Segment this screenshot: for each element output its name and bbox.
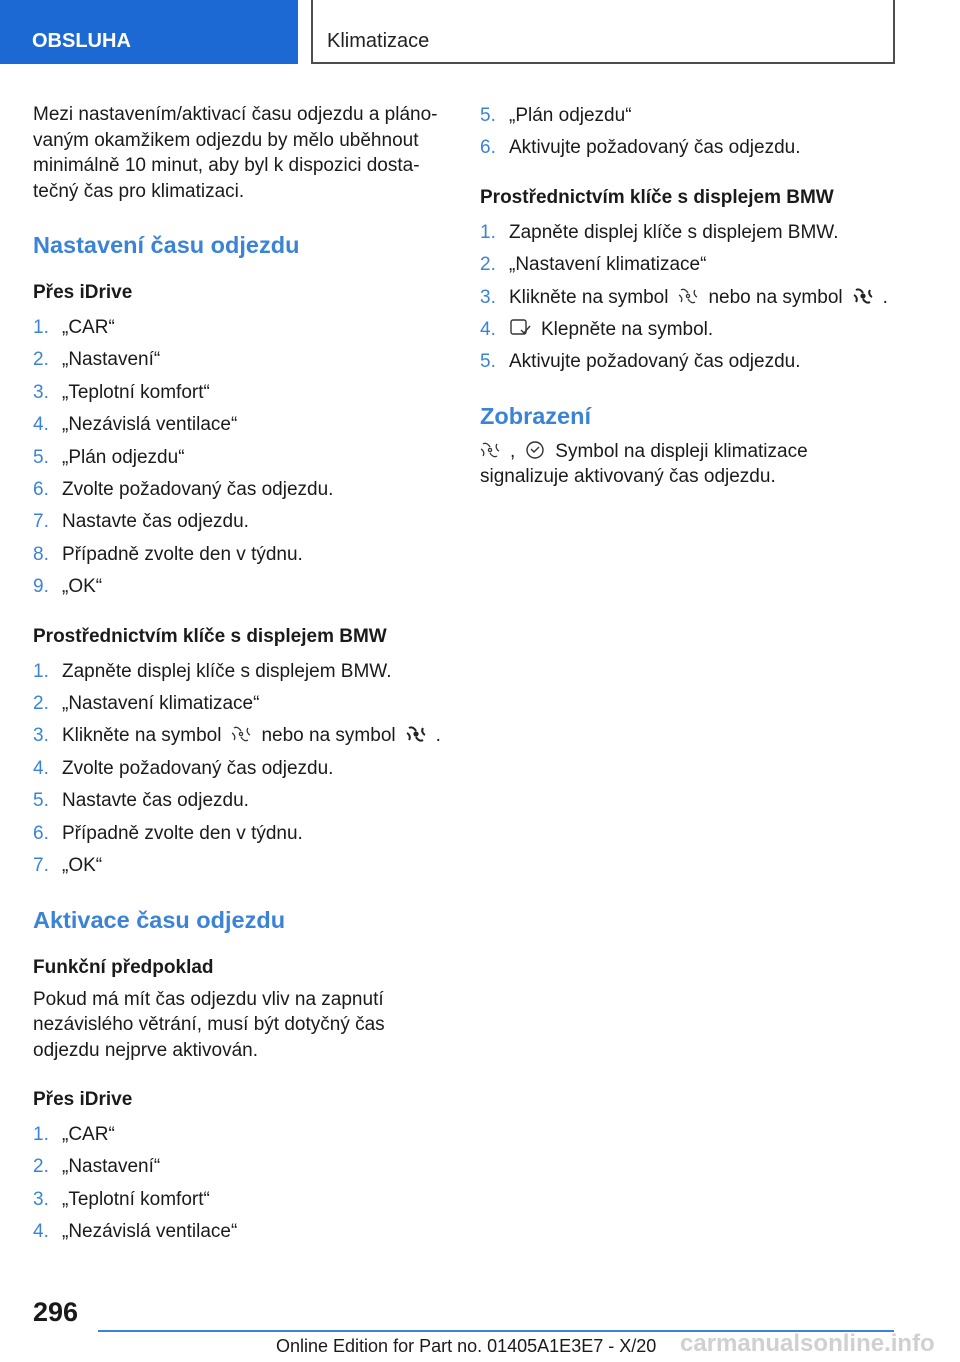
list-item: 3. „Teplotní komfort“	[33, 1188, 210, 1210]
list-item: 2. „Nastavení“	[33, 349, 161, 371]
section-tab: OBSLUHA	[0, 0, 298, 64]
list-item: 4. Klepněte na symbol.	[480, 319, 714, 341]
confirm-icon	[509, 318, 531, 338]
ventilation-active-icon	[853, 286, 873, 306]
ventilation-icon	[678, 286, 698, 306]
subheading-display-key: Prostřednictvím klíče s displejem BMW	[33, 625, 387, 647]
list-item: 6. Aktivujte požadovaný čas odjezdu.	[480, 137, 801, 159]
chapter-title: Klimatizace	[311, 0, 895, 64]
steps-idrive	[33, 312, 447, 604]
list-item: 5. Nastavte čas odjezdu.	[33, 790, 249, 812]
ventilation-icon	[480, 440, 500, 460]
list-item: 3. „Teplotní komfort“	[33, 381, 210, 403]
subheading-idrive: Přes iDrive	[33, 282, 133, 303]
list-item: 7. Nastavte čas odjezdu.	[33, 511, 249, 533]
watermark: carmanualsonline.info	[680, 1330, 935, 1357]
intro-paragraph: Mezi nastavením/aktivací času odjezdu a plánovaným okamžikem odjezdu by mělo uběhnout minimálně 10 minut, aby byl k dispozici dostatečný čas pro klimatizaci.	[33, 104, 438, 202]
list-item: 9. „OK“	[33, 576, 103, 598]
ventilation-icon	[231, 724, 251, 744]
ventilation-active-icon	[406, 724, 426, 744]
list-item: 2. „Nastavení klimatizace“	[33, 693, 260, 715]
list-item: 7. „OK“	[33, 855, 103, 877]
steps-idrive-activate-cont	[480, 100, 894, 165]
list-item: 4. „Nezávislá ventilace“	[33, 1221, 238, 1243]
list-item: 2. „Nastavení“	[33, 1156, 161, 1178]
heading-activate-departure: Aktivace času odjezdu	[33, 906, 286, 933]
page-number: 296	[33, 1297, 79, 1327]
clock-icon	[525, 440, 545, 460]
edition-text: Online Edition for Part no. 01405A1E3E7 - X/20	[276, 1336, 657, 1356]
subheading-display-key-2: Prostřednictvím klíče s displejem BMW	[480, 186, 834, 208]
right-column	[480, 100, 894, 490]
list-item: 8. Případně zvolte den v týdnu.	[33, 543, 303, 565]
list-item: 1. „CAR“	[33, 1124, 115, 1145]
subheading-prerequisite: Funkční předpoklad	[33, 956, 214, 978]
heading-display: Zobrazení	[480, 402, 591, 429]
steps-display-key-activate	[480, 217, 894, 379]
list-item: 3. Klikněte na symbol nebo na symbol .	[480, 286, 888, 308]
subheading-idrive-2: Přes iDrive	[33, 1089, 133, 1110]
list-item: 6. Zvolte požadovaný čas odjezdu.	[33, 479, 334, 501]
heading-set-departure: Nastavení času odjezdu	[33, 232, 300, 258]
list-item: 5. Aktivujte požadovaný čas odjezdu.	[480, 351, 801, 373]
list-item: 2. „Nastavení klimatizace“	[480, 254, 707, 276]
list-item: 6. Případně zvolte den v týdnu.	[33, 822, 303, 844]
steps-display-key	[33, 656, 447, 883]
list-item: 5. „Plán odjezdu“	[480, 105, 632, 126]
list-item: 1. „CAR“	[33, 317, 115, 338]
prerequisite-paragraph: Pokud má mít čas odjezdu vliv na zapnutí nezávislého větrání, musí být dotyčný čas odjezdu nejprve aktivován.	[33, 988, 385, 1061]
list-item: 1. Zapněte displej klíče s displejem BMW.	[33, 660, 392, 682]
list-item: 1. Zapněte displej klíče s displejem BMW.	[480, 221, 839, 243]
list-item: 4. Zvolte požadovaný čas odjezdu.	[33, 757, 334, 779]
list-item: 3. Klikněte na symbol nebo na symbol .	[33, 725, 441, 747]
steps-idrive-activate	[33, 1119, 447, 1249]
left-column	[33, 102, 447, 1269]
list-item: 5. „Plán odjezdu“	[33, 446, 185, 468]
display-paragraph: , Symbol na displeji klimatizace signalizuje aktivovaný čas odjezdu.	[480, 440, 808, 488]
list-item: 4. „Nezávislá ventilace“	[33, 414, 238, 436]
